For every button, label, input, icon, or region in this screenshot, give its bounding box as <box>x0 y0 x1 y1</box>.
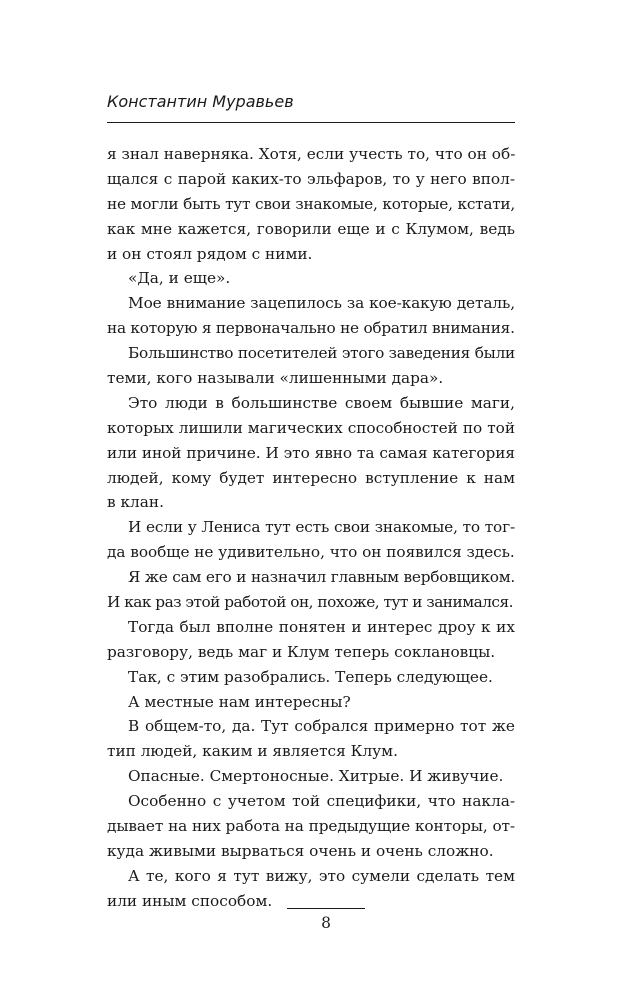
text-line: как мне кажется, говорили еще и с Клумом, ведь <box>107 219 515 238</box>
text-line: или иным способом. <box>107 891 273 910</box>
text-line: Мое внимание зацепилось за кое-какую деталь, <box>128 294 515 313</box>
text-line: да вообще не удивительно, что он появился здесь. <box>107 543 515 562</box>
text-line: Это люди в большинстве своем бывшие маги, <box>128 393 515 412</box>
text-line: в клан. <box>107 493 164 512</box>
text-line: дывает на них работа на предыдущие конторы, от- <box>107 817 515 836</box>
text-line: теми, кого называли «лишенными дара». <box>107 369 444 388</box>
text-line: Я же сам его и назначил главным вербовщиком. <box>128 568 515 587</box>
text-line: или иной причине. И это явно та самая категория <box>107 443 515 462</box>
body-text <box>107 142 515 914</box>
text-line: «Да, и еще». <box>128 269 231 288</box>
text-line: не могли быть тут свои знакомые, которые, кстати, <box>107 194 515 213</box>
text-line: тип людей, каким и является Клум. <box>107 742 398 761</box>
text-line: я знал наверняка. Хотя, если учесть то, что он об- <box>107 145 516 163</box>
text-line: людей, кому будет интересно вступление к нам <box>107 468 515 487</box>
text-line: и он стоял рядом с ними. <box>107 244 313 263</box>
text-line: Опасные. Смертоносные. Хитрые. И живучие. <box>128 767 504 786</box>
text-line: Так, с этим разобрались. Теперь следующее. <box>128 667 493 686</box>
text-line: которых лишили магических способностей по той <box>107 418 515 437</box>
text-line: И как раз этой работой он, похоже, тут и занимался. <box>107 593 514 612</box>
text-line: разговору, ведь маг и Клум теперь соклановцы. <box>107 642 496 661</box>
text-line: Тогда был вполне понятен и интерес дроу к их <box>128 617 515 636</box>
running-head-author: Константин Муравьев <box>107 92 294 111</box>
page-number: 8 <box>321 914 331 932</box>
text-line: А те, кого я тут вижу, это сумели сделать тем <box>128 866 515 885</box>
text-line: Особенно с учетом той специфики, что накла- <box>128 792 515 811</box>
header-rule <box>107 122 515 123</box>
text-line: Большинство посетителей этого заведения были <box>128 344 515 363</box>
text-line: А местные нам интересны? <box>128 692 351 711</box>
folio-rule <box>287 908 365 909</box>
text-line: И если у Лениса тут есть свои знакомые, то тог- <box>128 518 515 537</box>
text-line: В общем-то, да. Тут собрался примерно тот же <box>128 717 515 736</box>
text-line: щался с парой каких-то эльфаров, то у него впол- <box>107 169 515 188</box>
text-line: куда живыми вырваться очень и очень сложно. <box>107 841 494 860</box>
text-line: на которую я первоначально не обратил внимания. <box>107 319 515 338</box>
